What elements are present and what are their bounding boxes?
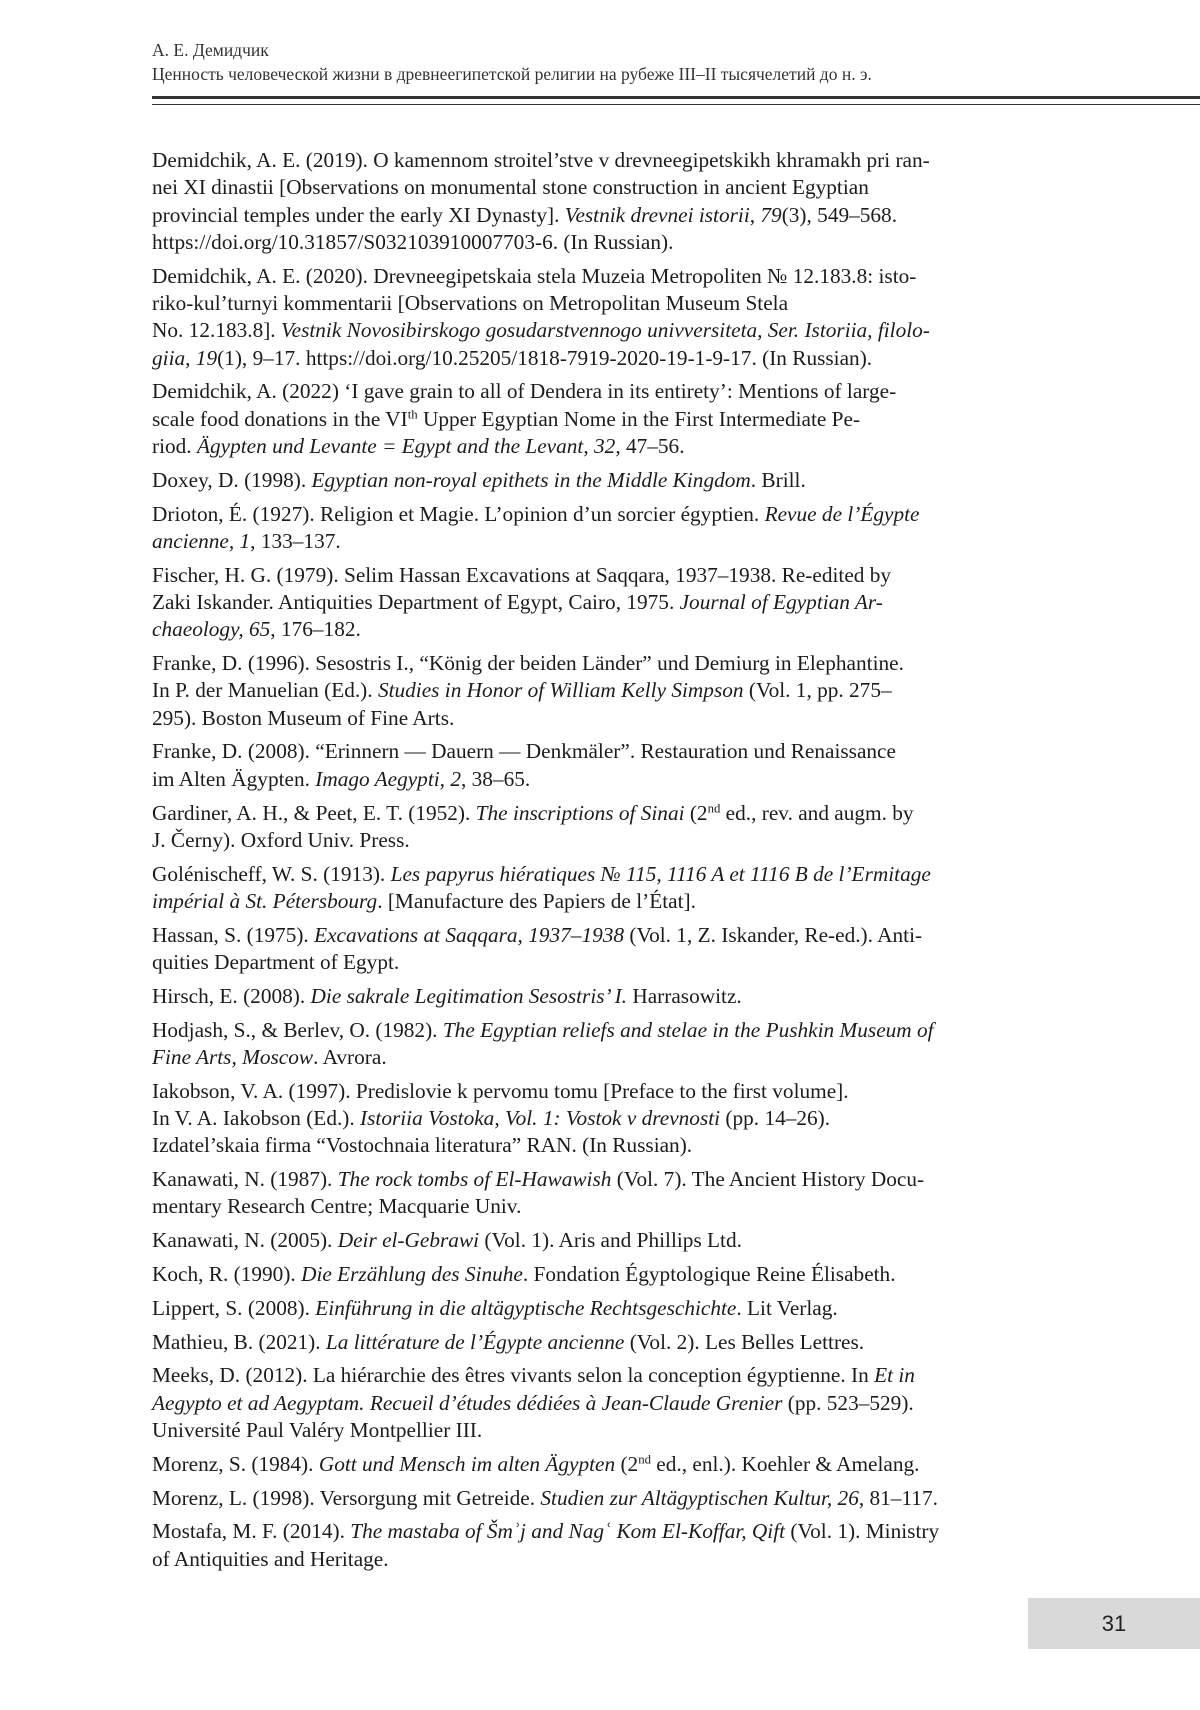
- reference-text: https://doi.org/10.31857/S032103910007703-6. (In Russian).: [152, 229, 674, 254]
- reference-text: quities Department of Egypt.: [152, 950, 400, 975]
- reference-entry: [152, 1451, 1047, 1478]
- italic-title: Egyptian non-royal epithets in the Middle Kingdom: [311, 467, 751, 492]
- reference-line: [152, 677, 1047, 704]
- reference-line: [152, 1044, 1047, 1071]
- italic-title: Ägypten und Levante = Egypt and the Levant: [196, 433, 584, 458]
- reference-text: (Vol. 2). Les Belles Lettres.: [624, 1329, 865, 1354]
- reference-entry: [152, 1295, 1047, 1322]
- reference-text: Mostafa, M. F. (2014).: [152, 1519, 351, 1544]
- reference-text: Université Paul Valéry Montpellier III.: [152, 1417, 483, 1442]
- reference-text: ed., rev. and augm. by: [720, 800, 914, 825]
- reference-line: [152, 317, 1047, 344]
- reference-line: [152, 345, 1047, 372]
- reference-text: Upper Egyptian Nome in the First Intermediate Pe-: [417, 406, 861, 431]
- header-rule-thin: [152, 104, 1200, 105]
- reference-text: Franke, D. (2008). “Erinnern — Dauern — Denkmäler”. Restauration und Renaissance: [152, 739, 896, 764]
- reference-entry: [152, 263, 1047, 372]
- superscript: nd: [638, 1452, 651, 1467]
- italic-title: Imago Aegypti, 2: [315, 766, 461, 791]
- reference-text: Golénischeff, W. S. (1913).: [152, 861, 391, 886]
- reference-list: [152, 147, 1047, 1579]
- reference-line: [152, 766, 1047, 793]
- reference-text: (pp. 14–26).: [720, 1106, 831, 1130]
- superscript: nd: [707, 800, 721, 815]
- reference-text: Morenz, L. (1998). Versorgung mit Getreide.: [152, 1485, 541, 1510]
- reference-text: (1), 9–17. https://doi.org/10.25205/1818-7919-2020-19-1-9-17. (In Russian).: [217, 345, 873, 370]
- reference-text: (Vol. 1, Z. Iskander, Re-ed.). Anti-: [624, 922, 923, 947]
- reference-text: Kanawati, N. (2005).: [152, 1228, 338, 1253]
- reference-line: [152, 705, 1047, 732]
- reference-entry: [152, 1227, 1047, 1254]
- reference-text: Izdatel’skaia firma “Vostochnaia literatura” RAN. (In Russian).: [152, 1133, 693, 1158]
- reference-line: [152, 922, 1047, 949]
- superscript: th: [407, 407, 418, 422]
- reference-text: (3), 549–568.: [781, 202, 898, 227]
- reference-entry: [152, 378, 1047, 460]
- italic-title: Deir el-Gebrawi: [337, 1228, 480, 1253]
- italic-title: impérial à St. Pétersbourg: [152, 888, 378, 913]
- reference-line: [152, 528, 1047, 555]
- reference-entry: [152, 1166, 1047, 1221]
- reference-line: [152, 202, 1047, 229]
- reference-text: Morenz, S. (1984).: [152, 1451, 319, 1476]
- reference-text: Doxey, D. (1998).: [152, 467, 312, 492]
- reference-text: . Avrora.: [313, 1044, 387, 1069]
- italic-title: Vestnik drevnei istorii: [564, 202, 750, 227]
- reference-entry: [152, 562, 1047, 644]
- running-head-title: Ценность человеческой жизни в древнеегипетской религии на рубеже III–II тысячелетий до н. э.: [152, 64, 872, 84]
- reference-line: [152, 174, 1047, 201]
- reference-line: [152, 1485, 1047, 1512]
- reference-line: [152, 1017, 1047, 1044]
- header-rule-thick: [152, 96, 1200, 99]
- reference-text: Meeks, D. (2012). La hiérarchie des êtres vivants selon la conception égyptienne. In: [152, 1363, 875, 1388]
- reference-line: [152, 263, 1047, 290]
- italic-title: Les papyrus hiératiques № 115, 1116 A et 1116 B de l’Ermitage: [390, 861, 931, 886]
- reference-text: Gardiner, A. H., & Peet, E. T. (1952).: [152, 800, 476, 825]
- reference-text: mentary Research Centre; Macquarie Univ.: [152, 1194, 522, 1219]
- italic-title: La littérature de l’Égypte ancienne: [325, 1329, 625, 1354]
- reference-text: ed., enl.). Koehler & Amelang.: [650, 1451, 920, 1476]
- italic-title: Studies in Honor of William Kelly Simpson: [377, 678, 744, 703]
- reference-text: ,: [583, 433, 595, 458]
- reference-entry: [152, 861, 1047, 916]
- reference-line: [152, 800, 1047, 827]
- reference-text: . Brill.: [750, 467, 806, 492]
- reference-entry: [152, 1078, 1047, 1160]
- reference-text: , 133–137.: [250, 528, 341, 553]
- reference-line: [152, 562, 1047, 589]
- reference-text: (2: [615, 1451, 639, 1476]
- reference-line: [152, 1329, 1047, 1356]
- reference-line: [152, 229, 1047, 256]
- reference-text: Koch, R. (1990).: [152, 1261, 302, 1286]
- reference-entry: [152, 800, 1047, 855]
- reference-line: [152, 888, 1047, 915]
- reference-entry: [152, 501, 1047, 556]
- italic-title: Studien zur Altägyptischen Kultur, 26: [540, 1485, 859, 1510]
- running-head: [152, 38, 1052, 86]
- reference-text: Iakobson, V. A. (1997). Predislovie k pervomu tomu [Preface to the first volume].: [152, 1078, 849, 1103]
- reference-line: [152, 406, 1047, 433]
- reference-text: scale food donations in the VI: [152, 406, 408, 431]
- reference-text: Hodjash, S., & Berlev, O. (1982).: [152, 1017, 443, 1042]
- reference-text: . Fondation Égyptologique Reine Élisabeth.: [522, 1261, 896, 1286]
- reference-text: im Alten Ägypten.: [152, 766, 316, 791]
- reference-line: [152, 467, 1047, 494]
- reference-text: (Vol. 1, pp. 275–: [743, 678, 892, 703]
- reference-line: [152, 1518, 1047, 1545]
- reference-text: , 176–182.: [270, 617, 361, 642]
- reference-line: [152, 501, 1047, 528]
- reference-text: (Vol. 7). The Ancient History Docu-: [611, 1167, 925, 1192]
- italic-title: Die sakrale Legitimation Sesostris’ I.: [310, 983, 627, 1008]
- reference-text: . Lit Verlag.: [736, 1295, 838, 1320]
- italic-title: Journal of Egyptian Ar-: [679, 589, 883, 614]
- reference-text: (2: [684, 800, 708, 825]
- reference-line: [152, 1546, 1047, 1573]
- reference-line: [152, 738, 1047, 765]
- reference-text: Zaki Iskander. Antiquities Department of Egypt, Cairo, 1975.: [152, 589, 680, 614]
- reference-text: Demidchik, A. E. (2019). O kamennom stroitel’stve v drevneegipetskikh khramakh pri ran-: [152, 148, 930, 172]
- reference-entry: [152, 147, 1047, 256]
- reference-text: In P. der Manuelian (Ed.).: [152, 678, 378, 703]
- reference-line: [152, 1417, 1047, 1444]
- reference-text: riod.: [152, 433, 197, 458]
- reference-entry: [152, 1485, 1047, 1512]
- reference-line: [152, 433, 1047, 460]
- reference-text: of Antiquities and Heritage.: [152, 1546, 389, 1571]
- reference-entry: [152, 1518, 1047, 1573]
- italic-title: Fine Arts, Moscow: [152, 1044, 314, 1069]
- italic-title: Istoriia Vostoka, Vol. 1: Vostok v drevnosti: [360, 1106, 721, 1130]
- reference-text: , 38–65.: [460, 766, 531, 791]
- reference-text: (Vol. 1). Ministry: [785, 1519, 940, 1544]
- reference-line: [152, 1132, 1047, 1159]
- reference-text: Lippert, S. (2008).: [152, 1295, 316, 1320]
- reference-entry: [152, 1017, 1047, 1072]
- reference-line: [152, 378, 1047, 405]
- reference-line: [152, 1295, 1047, 1322]
- italic-title: The Egyptian reliefs and stelae in the Pushkin Museum of: [442, 1017, 934, 1042]
- reference-entry: [152, 1329, 1047, 1356]
- reference-entry: [152, 1362, 1047, 1444]
- italic-title: Gott und Mensch im alten Ägypten: [318, 1451, 616, 1476]
- reference-text: . [Manufacture des Papiers de l’État].: [377, 888, 696, 913]
- reference-line: [152, 589, 1047, 616]
- reference-line: [152, 1451, 1047, 1478]
- reference-line: [152, 1390, 1047, 1417]
- reference-entry: [152, 922, 1047, 977]
- reference-text: ,: [749, 202, 761, 227]
- reference-entry: [152, 467, 1047, 494]
- italic-title: The mastaba of Šmʾj and Nagʿ Kom El-Koffar, Qift: [350, 1519, 786, 1544]
- italic-title: Aegypto et ad Aegyptam. Recueil d’études dédiées à Jean-Claude Grenier: [152, 1390, 783, 1415]
- italic-title: chaeology, 65: [152, 617, 271, 642]
- reference-text: (pp. 523–529).: [782, 1390, 914, 1415]
- reference-line: [152, 1362, 1047, 1389]
- reference-entry: [152, 983, 1047, 1010]
- reference-line: [152, 147, 1047, 174]
- reference-text: 295). Boston Museum of Fine Arts.: [152, 705, 455, 730]
- reference-entry: [152, 1261, 1047, 1288]
- reference-entry: [152, 738, 1047, 793]
- reference-line: [152, 861, 1047, 888]
- italic-title: 32,: [594, 433, 621, 458]
- reference-text: Harrasowitz.: [627, 983, 742, 1008]
- reference-text: riko-kul’turnyi kommentarii [Observations on Metropolitan Museum Stela: [152, 290, 789, 315]
- reference-text: , 81–117.: [858, 1485, 938, 1510]
- reference-text: Demidchik, A. (2022) ‘I gave grain to all of Dendera in its entirety’: Mentions of large-: [152, 379, 897, 404]
- reference-text: Franke, D. (1996). Sesostris I., “König der beiden Länder” und Demiurg in Elephantine.: [152, 651, 904, 676]
- italic-title: giia: [152, 345, 186, 370]
- reference-line: [152, 1227, 1047, 1254]
- reference-text: In V. A. Iakobson (Ed.).: [152, 1106, 361, 1130]
- reference-text: nei XI dinastii [Observations on monumental stone construction in ancient Egyptian: [152, 175, 869, 200]
- reference-text: Demidchik, A. E. (2020). Drevneegipetskaia stela Muzeia Metropoliten № 12.183.8: isto-: [152, 263, 917, 288]
- page-number: 31: [1101, 1611, 1127, 1636]
- reference-line: [152, 1078, 1047, 1105]
- italic-title: Et in: [874, 1363, 915, 1388]
- italic-title: Einführung in die altägyptische Rechtsgeschichte: [315, 1295, 737, 1320]
- reference-line: [152, 1193, 1047, 1220]
- italic-title: The inscriptions of Sinai: [475, 800, 685, 825]
- reference-text: Hirsch, E. (2008).: [152, 983, 311, 1008]
- reference-entry: [152, 650, 1047, 732]
- reference-text: Drioton, É. (1927). Religion et Magie. L’opinion d’un sorcier égyptien.: [152, 501, 765, 526]
- reference-line: [152, 290, 1047, 317]
- italic-title: 19: [195, 345, 218, 370]
- reference-line: [152, 650, 1047, 677]
- reference-line: [152, 949, 1047, 976]
- reference-line: [152, 827, 1047, 854]
- reference-text: J. Černy). Oxford Univ. Press.: [152, 827, 410, 852]
- running-head-author: А. Е. Демидчик: [152, 40, 269, 60]
- italic-title: Die Erzählung des Sinuhe: [301, 1261, 523, 1286]
- italic-title: 79: [760, 202, 782, 227]
- italic-title: Excavations at Saqqara, 1937–1938: [314, 922, 625, 947]
- reference-text: Kanawati, N. (1987).: [152, 1167, 338, 1192]
- reference-text: Mathieu, B. (2021).: [152, 1329, 326, 1354]
- italic-title: Revue de l’Égypte: [764, 501, 920, 526]
- reference-text: ,: [185, 345, 196, 370]
- reference-line: [152, 1261, 1047, 1288]
- reference-text: Fischer, H. G. (1979). Selim Hassan Excavations at Saqqara, 1937–1938. Re-edited by: [152, 562, 892, 587]
- italic-title: The rock tombs of El-Hawawish: [337, 1167, 612, 1192]
- italic-title: ancienne, 1: [152, 528, 251, 553]
- reference-text: (Vol. 1). Aris and Phillips Ltd.: [479, 1228, 742, 1253]
- reference-text: Hassan, S. (1975).: [152, 922, 315, 947]
- reference-line: [152, 616, 1047, 643]
- reference-line: [152, 1166, 1047, 1193]
- reference-text: 47–56.: [620, 433, 685, 458]
- reference-text: No. 12.183.8].: [152, 318, 281, 343]
- reference-text: provincial temples under the early XI Dynasty].: [152, 202, 565, 227]
- italic-title: Vestnik Novosibirskogo gosudarstvennogo univversiteta, Ser. Istoriia, filolo-: [280, 318, 930, 343]
- reference-line: [152, 983, 1047, 1010]
- reference-line: [152, 1105, 1047, 1132]
